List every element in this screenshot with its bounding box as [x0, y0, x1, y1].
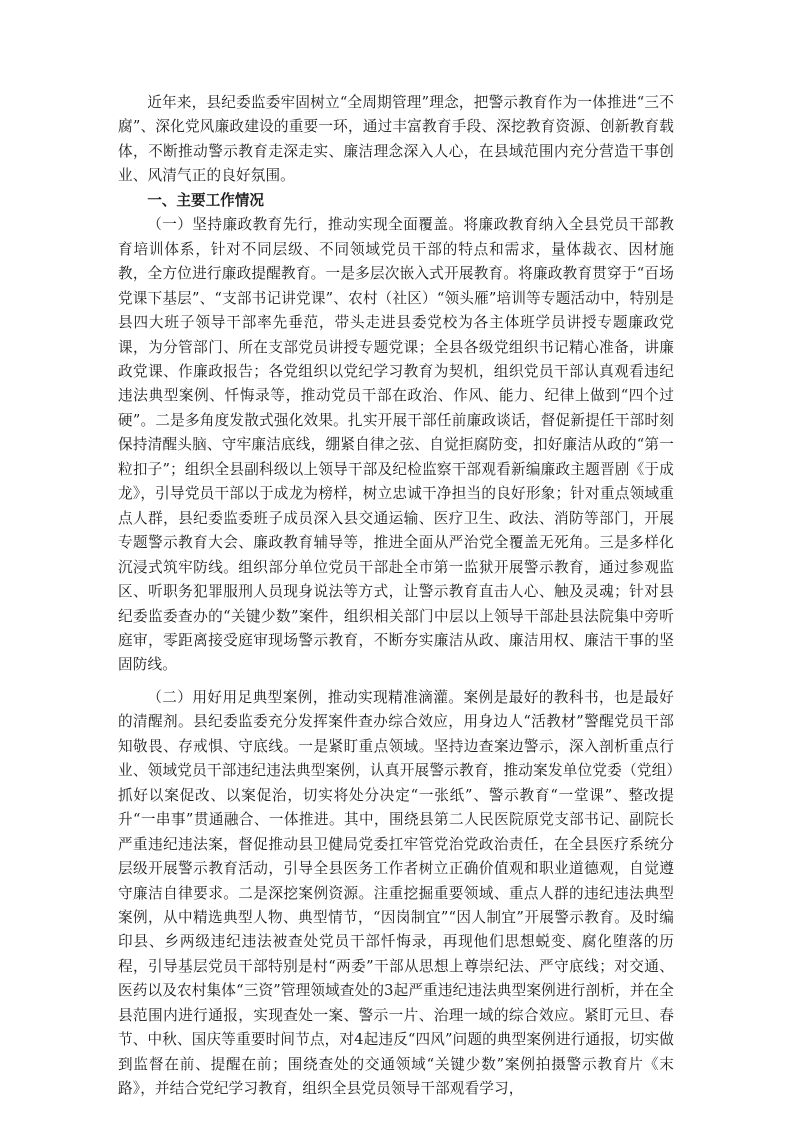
- intro-paragraph: 近年来，县纪委监委牢固树立“全周期管理”理念，把警示教育作为一体推进“三不腐”、深化党风廉政建设的重要一环，通过丰富教育手段、深挖教育资源、创新教育载体，不断推动警示教育走深走实、廉洁理念深入人心，在县域范围内充分营造干事创业、风清气正的良好氛围。: [118, 94, 674, 185]
- document-body: [118, 91, 674, 1102]
- section-heading: 一、主要工作情况: [147, 191, 264, 209]
- body-paragraph-1: （一）坚持廉政教育先行，推动实现全面覆盖。将廉政教育纳入全县党员干部教育培训体系，针对不同层级、不同领域党员干部的特点和需求，量体裁衣、因材施教，全方位进行廉政提醒教育。一是多层次嵌入式开展教育。将廉政教育贯穿于“百场党课下基层”、“支部书记讲党课”、农村（社区）“领头雁”培训等专题活动中，特别是县四大班子领导干部率先垂范，带头走进县委党校为各主体班学员讲授专题廉政党课，为分管部门、所在支部党员讲授专题党课；全县各级党组织书记精心准备，讲廉政党课、作廉政报告；各党组织以党纪学习教育为契机，组织党员干部认真观看违纪违法典型案例、忏悔录等，推动党员干部在政治、作风、能力、纪律上做到“四个过硬”。二是多角度发散式强化效果。扎实开展干部任前廉政谈话，督促新提任干部时刻保持清醒头脑、守牢廉洁底线，绷紧自律之弦、自觉拒腐防变，扣好廉洁从政的“第一粒扣子”；组织全县副科级以上领导干部及纪检监察干部观看新编廉政主题晋剧《于成龙》，引导党员干部以于成龙为榜样，树立忠诚干净担当的良好形象；针对重点领域重点人群，县纪委监委班子成员深入县交通运输、医疗卫生、政法、消防等部门，开展专题警示教育大会、廉政教育辅导等，推进全面从严治党全覆盖无死角。三是多样化沉浸式筑牢防线。组织部分单位党员干部赴全市第一监狱开展警示教育，通过参观监区、听职务犯罪服刑人员现身说法等方式，让警示教育直击人心、触及灵魂；针对县纪委监委查办的“关键少数”案件，组织相关部门中层以上领导干部赴县法院集中旁听庭审，零距离接受庭审现场警示教育，不断夯实廉洁从政、廉洁用权、廉洁干事的坚固防线。: [118, 216, 674, 674]
- body-paragraph-2: （二）用好用足典型案例，推动实现精准滴灌。案例是最好的教科书，也是最好的清醒剂。县纪委监委充分发挥案件查办综合效应，用身边人“活教材”警醒党员干部知敬畏、存戒惧、守底线。一是紧盯重点领域。坚持边查案边警示，深入剖析重点行业、领域党员干部违纪违法典型案例，认真开展警示教育，推动案发单位党委（党组）抓好以案促改、以案促治，切实将处分决定“一张纸”、警示教育“一堂课”、整改提升“一串事”贯通融合、一体推进。其中，围绕县第二人民医院原党支部书记、副院长严重违纪违法案，督促推动县卫健局党委扛牢管党治党政治责任，在全县医疗系统分层级开展警示教育活动，引导全县医务工作者树立正确价值观和职业道德观，自觉遵守廉洁自律要求。二是深挖案例资源。注重挖掘重要领域、重点人群的违纪违法典型案例，从中精选典型人物、典型情节，“因岗制宜”“因人制宜”开展警示教育。及时编印县、乡两级违纪违法被查处党员干部忏悔录，再现他们思想蜕变、腐化堕落的历程，引导基层党员干部特别是村“两委”干部从思想上尊崇纪法、严守底线；对交通、医药以及农村集体“三资”管理领域查处的3起严重违纪违法典型案例进行剖析，并在全县范围内进行通报，实现查处一案、警示一片、治理一域的综合效应。紧盯元旦、春节、中秋、国庆等重要时间节点，对4起违反“四风”问题的典型案例进行通报，切实做到监督在前、提醒在前；围绕查处的交通领域“关键少数”案例拍摄警示教育片《末路》，并结合党纪学习教育，组织全县党员领导干部观看学习，: [118, 688, 674, 1098]
